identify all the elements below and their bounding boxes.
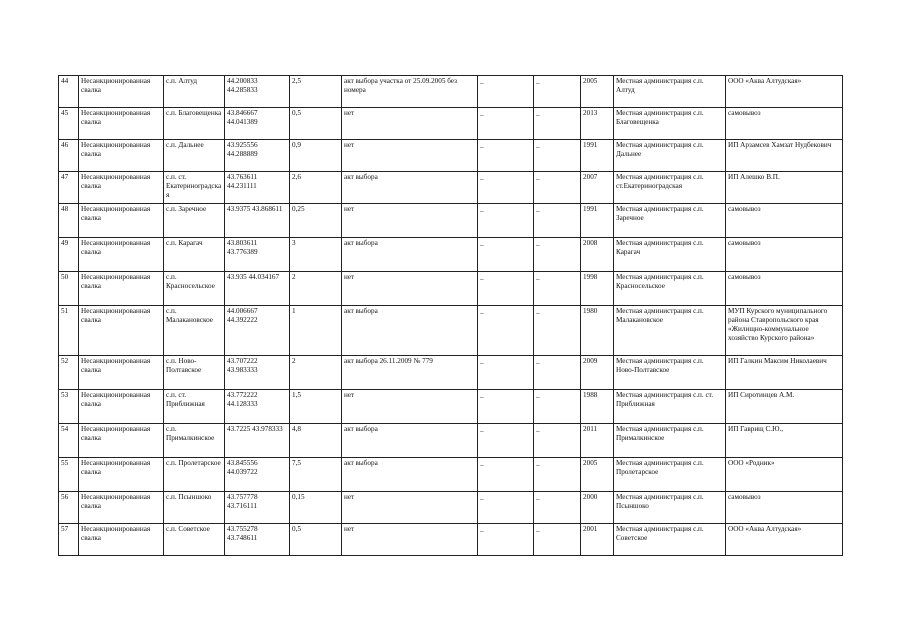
table-row bbox=[59, 204, 843, 238]
col-6: _ bbox=[478, 238, 534, 272]
object-type: Несанкционированная свалка bbox=[79, 76, 164, 108]
coordinates: 43.707222 43.983333 bbox=[225, 356, 290, 390]
settlement: с.п. Красносельское bbox=[164, 272, 225, 306]
operator: ООО «Аква Алтудская» bbox=[726, 76, 843, 108]
year: 2001 bbox=[581, 524, 614, 556]
coordinates: 43.763611 44.231111 bbox=[225, 172, 290, 204]
operator: ИП Алешко В.П. bbox=[726, 172, 843, 204]
document: акт выбора bbox=[342, 458, 478, 492]
document: акт выбора участка от 25.09.2005 без номера bbox=[342, 76, 478, 108]
coordinates: 43.845556 44.039722 bbox=[225, 458, 290, 492]
table-row bbox=[59, 140, 843, 172]
settlement: с.п. Алтуд bbox=[164, 76, 225, 108]
object-type: Несанкционированная свалка bbox=[79, 272, 164, 306]
year: 2013 bbox=[581, 108, 614, 140]
object-type: Несанкционированная свалка bbox=[79, 306, 164, 356]
coordinates: 43.846667 44.041389 bbox=[225, 108, 290, 140]
coordinates: 44.006667 44.392222 bbox=[225, 306, 290, 356]
table-row bbox=[59, 424, 843, 458]
settlement: с.п. Советское bbox=[164, 524, 225, 556]
document: нет bbox=[342, 272, 478, 306]
table-row bbox=[59, 458, 843, 492]
object-type: Несанкционированная свалка bbox=[79, 204, 164, 238]
document: нет bbox=[342, 140, 478, 172]
area: 0,5 bbox=[290, 524, 342, 556]
year: 1998 bbox=[581, 272, 614, 306]
coordinates: 43.9375 43.868611 bbox=[225, 204, 290, 238]
row-number: 57 bbox=[59, 524, 79, 556]
area: 1,5 bbox=[290, 390, 342, 424]
area: 7,5 bbox=[290, 458, 342, 492]
area: 0,15 bbox=[290, 492, 342, 524]
row-number: 53 bbox=[59, 390, 79, 424]
coordinates: 43.935 44.034167 bbox=[225, 272, 290, 306]
col-7: _ bbox=[534, 458, 581, 492]
operator: ООО «Аква Алтудская» bbox=[726, 524, 843, 556]
document: нет bbox=[342, 524, 478, 556]
year: 2009 bbox=[581, 356, 614, 390]
row-number: 49 bbox=[59, 238, 79, 272]
year: 2007 bbox=[581, 172, 614, 204]
administration: Местная администрация с.п. Псыншоко bbox=[614, 492, 726, 524]
col-7: _ bbox=[534, 424, 581, 458]
year: 1980 bbox=[581, 306, 614, 356]
col-6: _ bbox=[478, 424, 534, 458]
operator: ИП Галкин Максим Николаевич bbox=[726, 356, 843, 390]
operator: ИП Сиротинцев А.М. bbox=[726, 390, 843, 424]
coordinates: 43.772222 44.128333 bbox=[225, 390, 290, 424]
operator: ИП Арзамсев Хамзат Нудбекович bbox=[726, 140, 843, 172]
area: 4,8 bbox=[290, 424, 342, 458]
row-number: 45 bbox=[59, 108, 79, 140]
row-number: 56 bbox=[59, 492, 79, 524]
col-6: _ bbox=[478, 272, 534, 306]
table-row bbox=[59, 76, 843, 108]
col-6: _ bbox=[478, 172, 534, 204]
row-number: 44 bbox=[59, 76, 79, 108]
col-7: _ bbox=[534, 272, 581, 306]
year: 2000 bbox=[581, 492, 614, 524]
row-number: 50 bbox=[59, 272, 79, 306]
document: нет bbox=[342, 492, 478, 524]
settlement: с.п. Ново-Полтавское bbox=[164, 356, 225, 390]
object-type: Несанкционированная свалка bbox=[79, 356, 164, 390]
col-6: _ bbox=[478, 140, 534, 172]
object-type: Несанкционированная свалка bbox=[79, 140, 164, 172]
col-7: _ bbox=[534, 140, 581, 172]
area: 2 bbox=[290, 272, 342, 306]
year: 2005 bbox=[581, 76, 614, 108]
document: нет bbox=[342, 204, 478, 238]
administration: Местная администрация с.п. Алтуд bbox=[614, 76, 726, 108]
col-7: _ bbox=[534, 238, 581, 272]
row-number: 48 bbox=[59, 204, 79, 238]
year: 1988 bbox=[581, 390, 614, 424]
row-number: 55 bbox=[59, 458, 79, 492]
col-7: _ bbox=[534, 356, 581, 390]
operator: самовывоз bbox=[726, 204, 843, 238]
area: 2,6 bbox=[290, 172, 342, 204]
settlement: с.п. Малакановское bbox=[164, 306, 225, 356]
coordinates: 43.7225 43.978333 bbox=[225, 424, 290, 458]
settlement: с.п. Заречное bbox=[164, 204, 225, 238]
col-7: _ bbox=[534, 172, 581, 204]
administration: Местная администрация с.п. Красносельское bbox=[614, 272, 726, 306]
table-row bbox=[59, 306, 843, 356]
operator: самовывоз bbox=[726, 272, 843, 306]
area: 0,9 bbox=[290, 140, 342, 172]
administration: Местная администрация с.п. Ново-Полтавское bbox=[614, 356, 726, 390]
document: нет bbox=[342, 390, 478, 424]
object-type: Несанкционированная свалка bbox=[79, 424, 164, 458]
administration: Местная администрация с.п. Заречное bbox=[614, 204, 726, 238]
document: акт выбора bbox=[342, 172, 478, 204]
row-number: 51 bbox=[59, 306, 79, 356]
area: 2 bbox=[290, 356, 342, 390]
coordinates: 43.757778 43.716111 bbox=[225, 492, 290, 524]
operator: самовывоз bbox=[726, 492, 843, 524]
administration: Местная администрация с.п. Малакановское bbox=[614, 306, 726, 356]
year: 2011 bbox=[581, 424, 614, 458]
col-6: _ bbox=[478, 390, 534, 424]
area: 0,25 bbox=[290, 204, 342, 238]
area: 1 bbox=[290, 306, 342, 356]
settlement: с.п. Дальнее bbox=[164, 140, 225, 172]
object-type: Несанкционированная свалка bbox=[79, 492, 164, 524]
col-7: _ bbox=[534, 492, 581, 524]
operator: МУП Курского муниципального района Ставропольского края «Жилищно-коммунальное хозяйство Курского района» bbox=[726, 306, 843, 356]
col-7: _ bbox=[534, 108, 581, 140]
operator: самовывоз bbox=[726, 108, 843, 140]
administration: Местная администрация с.п. Прималкинское bbox=[614, 424, 726, 458]
document: акт выбора 26.11.2009 № 779 bbox=[342, 356, 478, 390]
object-type: Несанкционированная свалка bbox=[79, 238, 164, 272]
year: 2005 bbox=[581, 458, 614, 492]
object-type: Несанкционированная свалка bbox=[79, 458, 164, 492]
col-7: _ bbox=[534, 390, 581, 424]
document: нет bbox=[342, 108, 478, 140]
document: акт выбора bbox=[342, 424, 478, 458]
table-row bbox=[59, 272, 843, 306]
coordinates: 43.925556 44.288889 bbox=[225, 140, 290, 172]
object-type: Несанкционированная свалка bbox=[79, 524, 164, 556]
coordinates: 43.803611 43.776389 bbox=[225, 238, 290, 272]
col-6: _ bbox=[478, 108, 534, 140]
administration: Местная администрация с.п. Карагач bbox=[614, 238, 726, 272]
table-row bbox=[59, 524, 843, 556]
area: 3 bbox=[290, 238, 342, 272]
landfill-table bbox=[58, 75, 843, 556]
object-type: Несанкционированная свалка bbox=[79, 390, 164, 424]
operator: ООО «Родник» bbox=[726, 458, 843, 492]
settlement: с.п. ст. Приближная bbox=[164, 390, 225, 424]
table-row bbox=[59, 390, 843, 424]
col-6: _ bbox=[478, 356, 534, 390]
row-number: 46 bbox=[59, 140, 79, 172]
row-number: 52 bbox=[59, 356, 79, 390]
table-row bbox=[59, 492, 843, 524]
col-6: _ bbox=[478, 306, 534, 356]
settlement: с.п. Благовещенка bbox=[164, 108, 225, 140]
col-7: _ bbox=[534, 306, 581, 356]
table-row bbox=[59, 238, 843, 272]
year: 1991 bbox=[581, 140, 614, 172]
administration: Местная администрация с.п. Советское bbox=[614, 524, 726, 556]
administration: Местная администрация с.п. ст. Приближная bbox=[614, 390, 726, 424]
object-type: Несанкционированная свалка bbox=[79, 172, 164, 204]
administration: Местная администрация с.п. ст.Екатериноградская bbox=[614, 172, 726, 204]
area: 2,5 bbox=[290, 76, 342, 108]
object-type: Несанкционированная свалка bbox=[79, 108, 164, 140]
coordinates: 44.200833 44.285833 bbox=[225, 76, 290, 108]
administration: Местная администрация с.п. Дальнее bbox=[614, 140, 726, 172]
settlement: с.п. ст. Екатериноградская bbox=[164, 172, 225, 204]
settlement: с.п. Карагач bbox=[164, 238, 225, 272]
table-row bbox=[59, 108, 843, 140]
col-7: _ bbox=[534, 76, 581, 108]
area: 0,5 bbox=[290, 108, 342, 140]
operator: ИП Гаврищ С.Ю., bbox=[726, 424, 843, 458]
settlement: с.п. Прималкинское bbox=[164, 424, 225, 458]
year: 2008 bbox=[581, 238, 614, 272]
table-row bbox=[59, 172, 843, 204]
col-6: _ bbox=[478, 524, 534, 556]
operator: самовывоз bbox=[726, 238, 843, 272]
col-6: _ bbox=[478, 458, 534, 492]
table-row bbox=[59, 356, 843, 390]
row-number: 54 bbox=[59, 424, 79, 458]
row-number: 47 bbox=[59, 172, 79, 204]
administration: Местная администрация с.п. Пролетарское bbox=[614, 458, 726, 492]
administration: Местная администрация с.п. Благовещенка bbox=[614, 108, 726, 140]
year: 1991 bbox=[581, 204, 614, 238]
document: акт выбора bbox=[342, 306, 478, 356]
document: акт выбора bbox=[342, 238, 478, 272]
settlement: с.п. Пролетарское bbox=[164, 458, 225, 492]
col-6: _ bbox=[478, 204, 534, 238]
col-7: _ bbox=[534, 524, 581, 556]
col-6: _ bbox=[478, 492, 534, 524]
settlement: с.п. Псыншоко bbox=[164, 492, 225, 524]
col-7: _ bbox=[534, 204, 581, 238]
coordinates: 43.755278 43.748611 bbox=[225, 524, 290, 556]
col-6: _ bbox=[478, 76, 534, 108]
